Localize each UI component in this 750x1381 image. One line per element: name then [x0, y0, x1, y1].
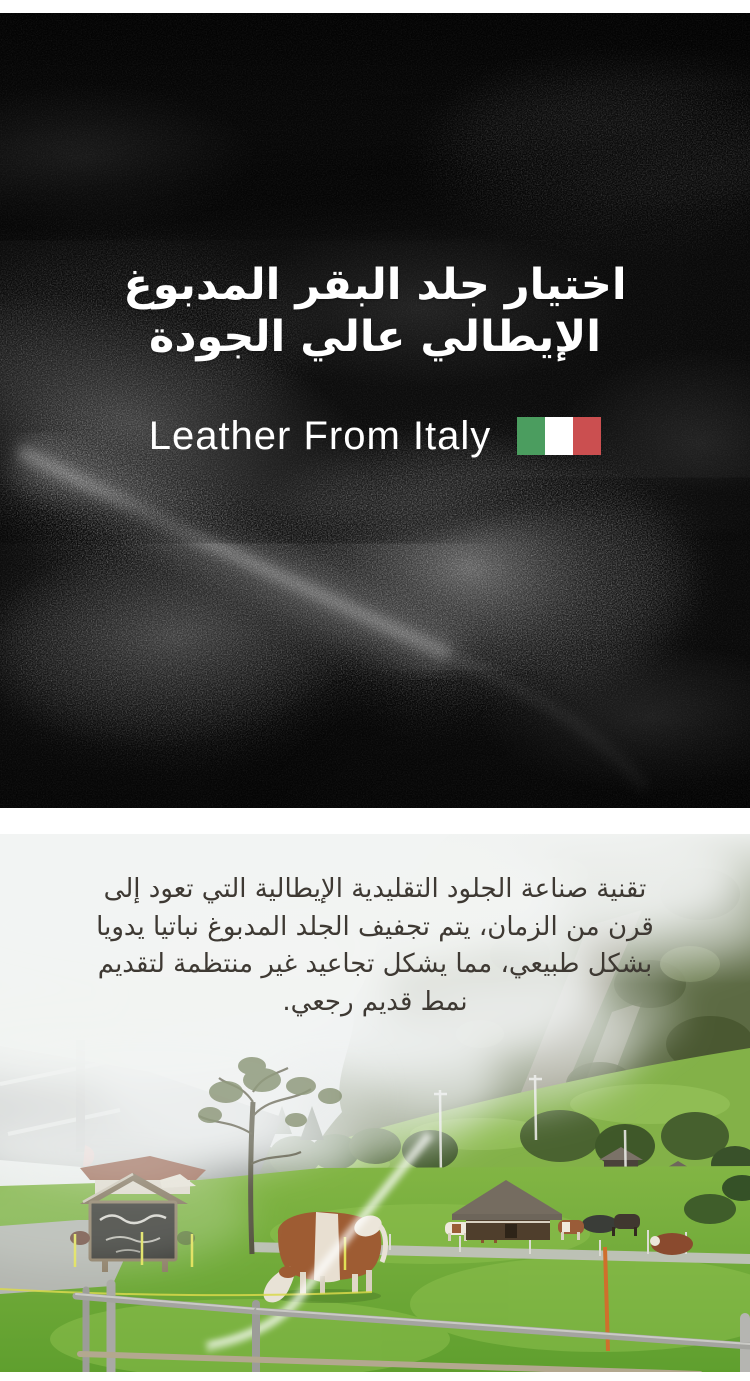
arabic-heading-line-2: الإيطالي عالي الجودة: [149, 312, 601, 362]
flag-stripe-green: [517, 417, 545, 455]
paragraph-line-1: تقنية صناعة الجلود التقليدية الإيطالية التي تعود إلى: [103, 874, 647, 904]
subtitle-row: [0, 412, 750, 460]
paragraph-line-3: بشكل طبيعي، مما يشكل تجاعيد غير منتظمة لتقديم: [97, 949, 653, 979]
leather-hero-section: [0, 13, 750, 808]
landscape-section: [0, 834, 750, 1372]
arabic-heading-line-1: اختيار جلد البقر المدبوغ: [123, 260, 627, 310]
arabic-heading: [0, 259, 750, 363]
flag-stripe-white: [545, 417, 573, 455]
leather-texture-image: [0, 13, 750, 808]
bush: [684, 1194, 736, 1224]
flag-stripe-red: [573, 417, 601, 455]
leather-grain-faint: [0, 13, 750, 808]
subtitle-text: Leather From Italy: [148, 413, 492, 458]
italy-flag-icon: [517, 417, 601, 455]
paragraph-line-2: قرن من الزمان، يتم تجفيف الجلد المدبوغ نباتيا يدويا: [96, 911, 654, 942]
paragraph-line-4: نمط قديم رجعي.: [282, 986, 468, 1017]
arabic-paragraph: [0, 871, 750, 1021]
